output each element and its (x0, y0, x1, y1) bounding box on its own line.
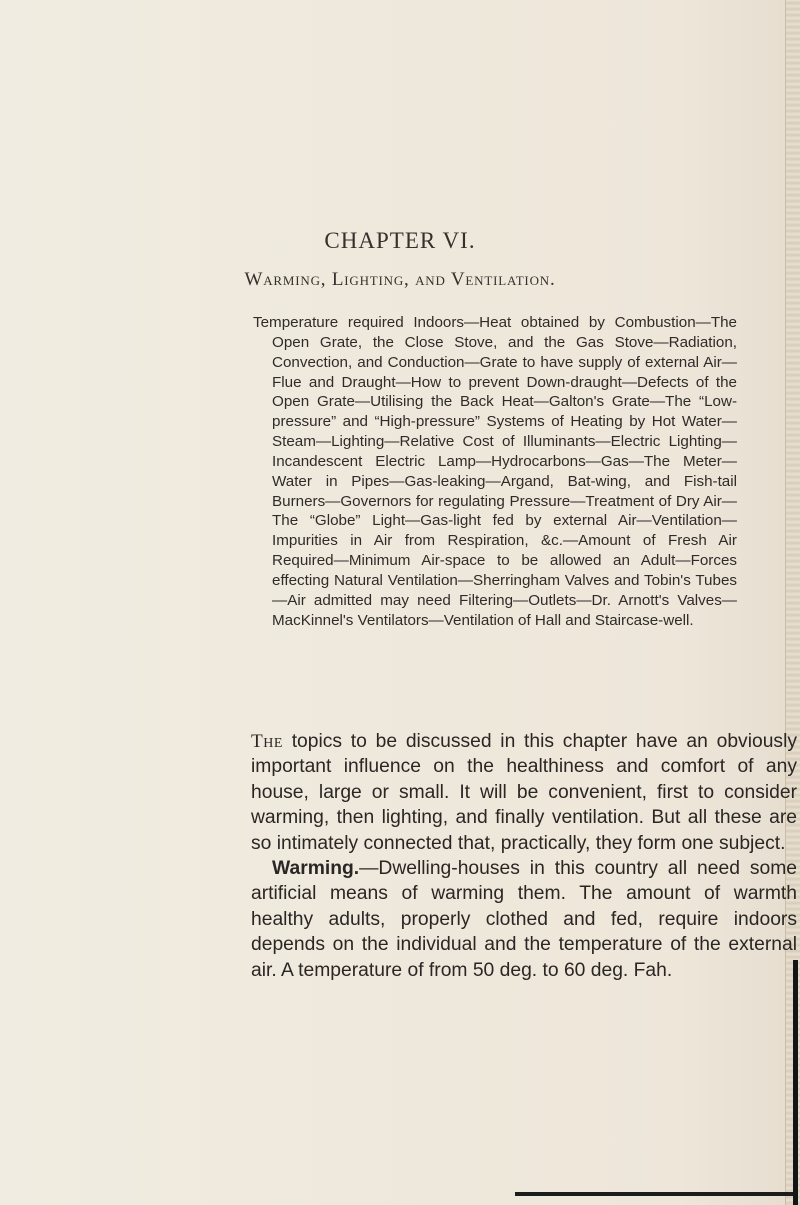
chapter-subtitle: Warming, Lighting, and Ventilation. (244, 269, 556, 290)
chapter-heading: CHAPTER VI. (324, 228, 476, 253)
chapter-synopsis: Temperature required Indoors—Heat obtained by Combustion—The Open Grate, the Close Stove, and the Gas Stove—Radiation, Convection, and Conduction—Grate to have supply of external Air—Flue and Draught—How to prevent Down-draught—Defects of the Open Grate—Utilising the Back Heat—Galton's Grate—The “Low-pressure” and “High-pressure” Systems of Heating by Hot Water—Steam—Lighting—Relative Cost of Illuminants—Electric Lighting—Incandescent Electric Lamp—Hydrocarbons—Gas—The Meter—Water in Pipes—Gas-leaking—Argand, Bat-wing, and Fish-tail Burners—Governors for regulating Pressure—Treatment of Dry Air—The “Globe” Light—Gas-light fed by external Air—Ventilation—Impurities in Air from Respiration, &c.—Amount of Fresh Air Required—Minimum Air-space to be allowed an Adult—Forces effecting Natural Ventilation—Sherringham Valves and Tobin's Tubes—Air admitted may need Filtering—Outlets—Dr. Arnott's Valves—MacKinnel's Ventilators—Ventilation of Hall and Staircase-well. (253, 314, 737, 629)
body-paragraph-2 (251, 856, 797, 983)
paragraph-text: —Dwelling-houses in this country all need some artificial means of warming them. The amount of warmth healthy adults, properly clothed and fed, require indoors depends on the individual and the temperature of the external air. A temperature of from 50 deg. to 60 deg. Fah. (251, 858, 797, 981)
page-edge-shadow (793, 960, 798, 1205)
bottom-rule (515, 1192, 793, 1196)
section-run-in-heading: Warming. (272, 858, 360, 879)
paragraph-text: topics to be discussed in this chapter have an obviously important influence on the healthiness and comfort of any house, large or small. It will be convenient, first to consider warming, then lighting, and finally ventilation. But all these are so intimately connected that, practically, they form one subject. (251, 731, 797, 854)
body-paragraph-1 (251, 729, 797, 856)
paragraph-lead-word: The (251, 731, 283, 752)
